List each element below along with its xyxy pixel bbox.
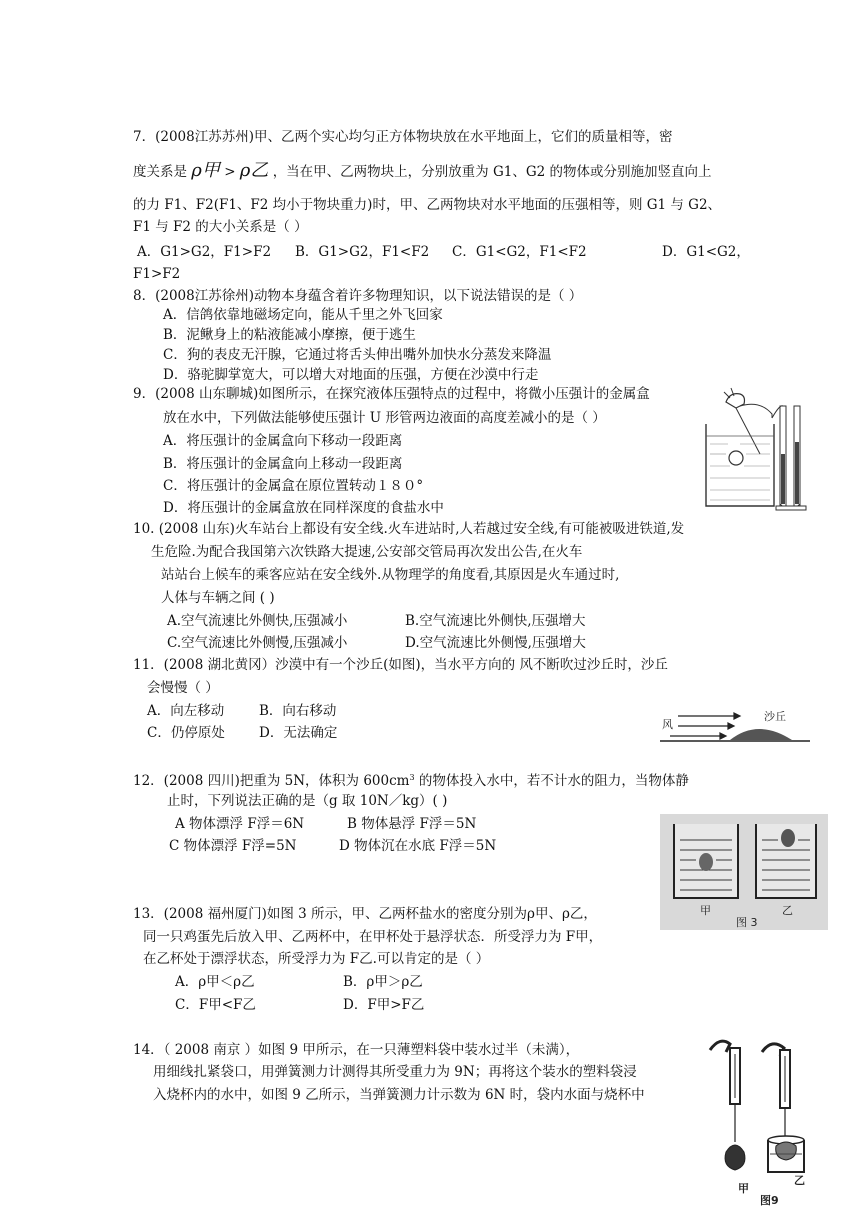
greater-than: > bbox=[224, 164, 236, 180]
q13-line-3: 在乙杯处于漂浮状态，所受浮力为 F乙.可以肯定的是（ ） bbox=[143, 951, 490, 967]
q14-line-1: 14．（ 2008 南京 ）如图 9 甲所示，在一只薄塑料袋中装水过半（未满）， bbox=[133, 1042, 580, 1058]
q12-line-1a: 12．(2008 四川)把重为 5N，体积为 600cm bbox=[133, 773, 410, 789]
q12-line-2: 止时，下列说法正确的是（g 取 10N／kg）( ) bbox=[167, 793, 448, 809]
q7-line-4: F1 与 F2 的大小关系是（ ） bbox=[133, 219, 308, 235]
figure-9-spring-scales bbox=[706, 1034, 816, 1208]
q13-line-2: 同一只鸡蛋先后放入甲、乙两杯中，在甲杯处于悬浮状态．所受浮力为 F甲， bbox=[143, 929, 603, 945]
pressure-gauge-figure bbox=[700, 384, 815, 516]
rho-yi: ρ乙 bbox=[239, 160, 269, 181]
q9-option-c: C．将压强计的金属盒在原位置转动１８０° bbox=[163, 478, 424, 494]
q14-line-3: 入烧杯内的水中，如图 9 乙所示，当弹簧测力计示数为 6N 时，袋内水面与烧杯中 bbox=[153, 1087, 645, 1103]
q7-line-2a: 度关系是 bbox=[133, 164, 187, 180]
q7-line-2 bbox=[133, 162, 712, 181]
q7-line-1: 7．(2008江苏苏州)甲、乙两个实心均匀正方体物块放在水平地面上，它们的质量相等，密 bbox=[133, 129, 673, 145]
q13-option-d: D．F甲>F乙 bbox=[343, 997, 425, 1013]
q10-option-a: A.空气流速比外侧快,压强减小 bbox=[167, 613, 348, 629]
scale-yi-label: 乙 bbox=[794, 1174, 805, 1187]
q13-option-a: A．ρ甲＜ρ乙 bbox=[175, 974, 255, 990]
q13-option-b: B．ρ甲＞ρ乙 bbox=[343, 974, 423, 990]
beaker-jia-label: 甲 bbox=[700, 904, 711, 917]
q11-option-c: C．仍停原处 bbox=[147, 725, 225, 741]
q7-option-d-cont: F1>F2 bbox=[133, 266, 181, 282]
q12-option-b: B 物体悬浮 F浮＝5N bbox=[347, 816, 477, 832]
q11-option-a: A．向左移动 bbox=[147, 703, 225, 719]
q7-line-2b: ，当在甲、乙两物块上，分别放重为 G1、G2 的物体或分别施加竖直向上 bbox=[272, 164, 712, 180]
dune-label: 沙丘 bbox=[764, 710, 786, 723]
q14-line-2: 用细线扎紧袋口，用弹簧测力计测得其所受重力为 9N；再将这个装水的塑料袋浸 bbox=[153, 1064, 637, 1080]
sand-dune-figure bbox=[660, 700, 810, 746]
scale-jia-label: 甲 bbox=[738, 1182, 749, 1195]
q8-option-c: C．狗的表皮无汗腺，它通过将舌头伸出嘴外加快水分蒸发来降温 bbox=[163, 347, 552, 363]
figure-9-caption: 图9 bbox=[760, 1194, 779, 1207]
q7-option-c: C．G1<G2，F1<F2 bbox=[452, 244, 587, 260]
q12-option-a: A 物体漂浮 F浮＝6N bbox=[175, 816, 305, 832]
q10-line-4: 人体与车辆之间 ( ) bbox=[161, 590, 275, 606]
q10-option-d: D.空气流速比外侧慢,压强增大 bbox=[405, 635, 586, 651]
q7-line-3: 的力 F1、F2(F1、F2 均小于物块重力)时，甲、乙两物块对水平地面的压强相等，则 G1 与 G2、 bbox=[133, 197, 722, 213]
q8-option-a: A．信鸽依靠地磁场定向，能从千里之外飞回家 bbox=[163, 307, 443, 323]
rho-jia: ρ甲 bbox=[191, 160, 220, 181]
q9-option-a: A．将压强计的金属盒向下移动一段距离 bbox=[163, 433, 403, 449]
q7-option-d: D．G1<G2， bbox=[662, 244, 750, 260]
q10-option-c: C.空气流速比外侧慢,压强减小 bbox=[167, 635, 348, 651]
q11-line-1: 11．(2008 湖北黄冈）沙漠中有一个沙丘(如图)，当水平方向的 风不断吹过沙丘时，沙丘 bbox=[133, 657, 668, 673]
q10-line-2: 生危险.为配合我国第六次铁路大提速,公安部交管局再次发出公告,在火车 bbox=[151, 544, 583, 560]
q12-option-c: C 物体漂浮 F浮=5N bbox=[169, 838, 297, 854]
q7-option-b: B．G1>G2，F1<F2 bbox=[295, 244, 430, 260]
q13-option-c: C．F甲<F乙 bbox=[175, 997, 256, 1013]
q13-line-1: 13．(2008 福州厦门)如图 3 所示，甲、乙两杯盐水的密度分别为ρ甲、ρ乙， bbox=[133, 906, 597, 922]
q9-line-2: 放在水中，下列做法能够使压强计 U 形管两边液面的高度差减小的是（ ） bbox=[163, 410, 606, 426]
figure-3-caption: 图 3 bbox=[736, 916, 758, 929]
q11-option-b: B．向右移动 bbox=[259, 703, 337, 719]
q12-option-d: D 物体沉在水底 F浮＝5N bbox=[339, 838, 497, 854]
q11-option-d: D．无法确定 bbox=[259, 725, 338, 741]
figure-3-beakers bbox=[660, 814, 828, 930]
q12-line-1 bbox=[133, 769, 689, 790]
q8-option-d: D．骆驼脚掌宽大，可以增大对地面的压强，方便在沙漠中行走 bbox=[163, 367, 539, 383]
q9-option-d: D．将压强计的金属盒放在同样深度的食盐水中 bbox=[163, 500, 444, 516]
q9-option-b: B．将压强计的金属盒向上移动一段距离 bbox=[163, 456, 403, 472]
wind-label: 风 bbox=[662, 718, 673, 731]
cubic-superscript: 3 bbox=[409, 773, 415, 782]
q10-line-3: 站站台上候车的乘客应站在安全线外.从物理学的角度看,其原因是火车通过时, bbox=[161, 567, 620, 583]
beaker-yi-label: 乙 bbox=[782, 904, 793, 917]
q10-line-1: 10. (2008 山东)火车站台上都设有安全线.火车进站时,人若越过安全线,有可能被吸进铁道,发 bbox=[133, 521, 685, 537]
q12-line-1b: 的物体投入水中，若不计水的阻力，当物体静 bbox=[414, 773, 689, 789]
q9-line-1: 9．(2008 山东聊城)如图所示，在探究液体压强特点的过程中，将微小压强计的金属盒 bbox=[133, 386, 650, 402]
q10-option-b: B.空气流速比外侧快,压强增大 bbox=[405, 613, 586, 629]
q7-option-a: A．G1>G2，F1>F2 bbox=[137, 244, 272, 260]
q11-line-2: 会慢慢（ ） bbox=[147, 680, 219, 696]
q8-line-1: 8．(2008江苏徐州)动物本身蕴含着许多物理知识，以下说法错误的是（ ） bbox=[133, 288, 583, 304]
q8-option-b: B．泥鳅身上的粘液能减小摩擦，便于逃生 bbox=[163, 327, 416, 343]
